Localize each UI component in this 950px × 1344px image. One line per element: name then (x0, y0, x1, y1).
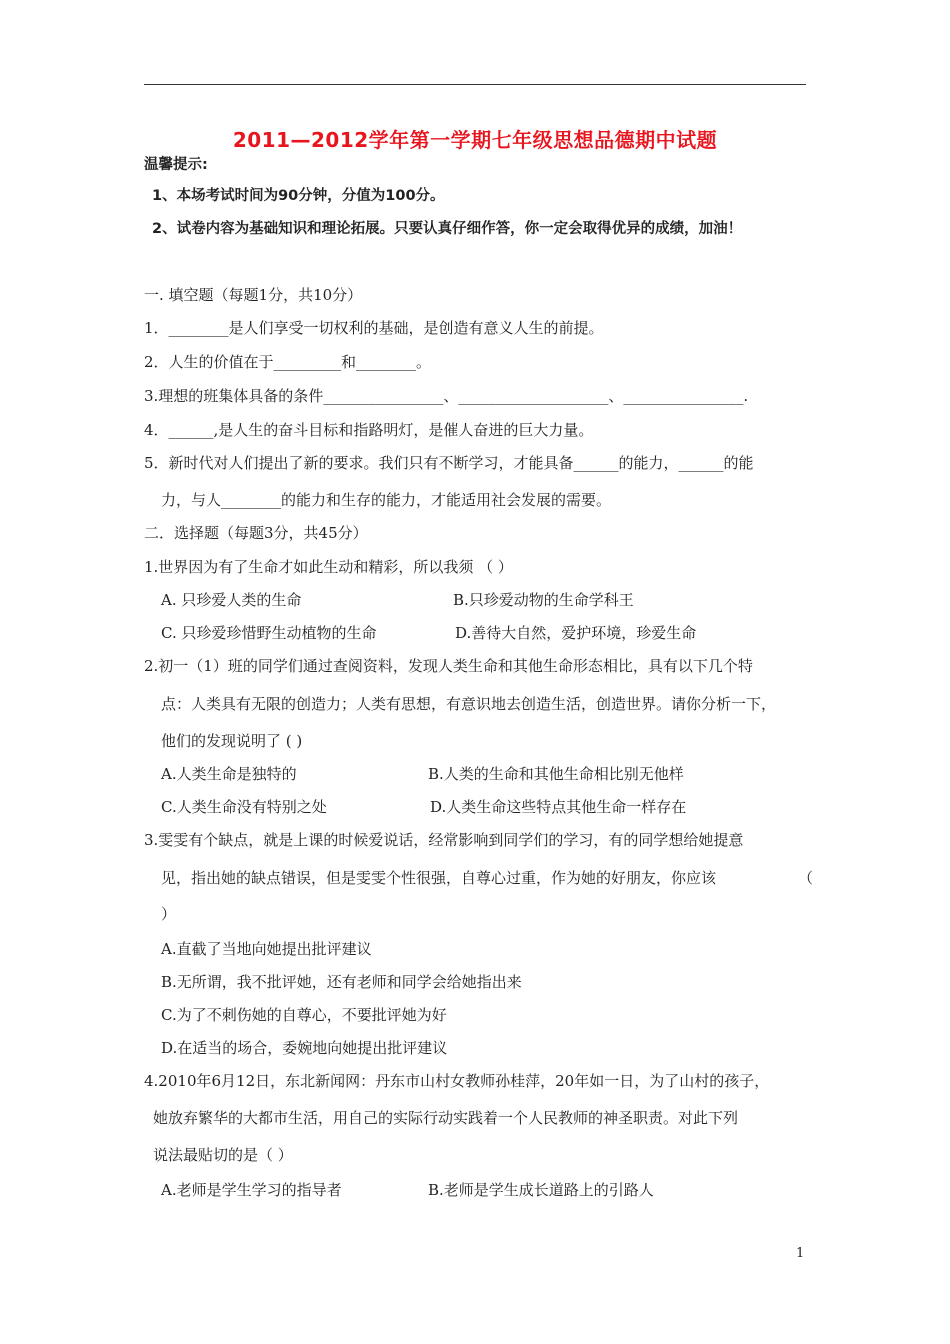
choice-question-1-option-a: A. 只珍爱人类的生命 (161, 591, 302, 609)
choice-question-2-option-a: A.人类生命是独特的 (161, 765, 297, 783)
choice-question-2-stem-line-1: 2.初一（1）班的同学们通过查阅资料，发现人类生命和其他生命形态相比，具有以下几个特 (144, 657, 753, 675)
fill-question-1: 1．________是人们享受一切权利的基础，是创造有意义人生的前提。 (144, 319, 604, 337)
choice-question-4-stem-line-1: 4.2010年6月12日，东北新闻网：丹东市山村女教师孙桂萍，20年如一日，为了山村的孩子， (144, 1072, 770, 1090)
choice-question-2-option-b: B.人类的生命和其他生命相比别无他样 (428, 765, 684, 783)
choice-question-3-option-b: B.无所谓，我不批评她，还有老师和同学会给她指出来 (161, 973, 522, 991)
choice-question-4-stem-line-3: 说法最贴切的是（ ） (153, 1146, 293, 1164)
choice-question-1-option-b: B.只珍爱动物的生命学科王 (453, 591, 634, 609)
choice-question-3-stem-line-3: ） (161, 905, 177, 923)
page-number: 1 (796, 1246, 805, 1261)
fill-question-3: 3.理想的班集体具备的条件________________、____________________、________________. (144, 387, 749, 405)
choice-question-3-option-a: A.直截了当地向她提出批评建议 (161, 940, 372, 958)
choice-question-2-stem-line-2: 点：人类具有无限的创造力；人类有思想，有意识地去创造生活，创造世界。请你分析一下， (161, 695, 777, 713)
tip-item-1: 1、本场考试时间为90分钟，分值为100分。 (152, 188, 445, 204)
choice-question-3-option-c: C.为了不刺伤她的自尊心，不要批评她为好 (161, 1006, 447, 1024)
section-fill-blank-heading: 一. 填空题（每题1分，共10分） (144, 286, 363, 304)
choice-question-1-stem: 1.世界因为有了生命才如此生动和精彩，所以我须 （ ） (144, 558, 513, 576)
header-rule (144, 84, 806, 85)
fill-question-2: 2．人生的价值在于_________和________。 (144, 353, 432, 371)
tip-item-2: 2、试卷内容为基础知识和理论拓展。只要认真仔细作答，你一定会取得优异的成绩，加油！ (152, 221, 743, 237)
choice-question-3-answer-paren-open: （ (798, 869, 814, 887)
fill-question-5-line-2: 力，与人________的能力和生存的能力，才能适用社会发展的需要。 (161, 491, 612, 509)
choice-question-3-option-d: D.在适当的场合，委婉地向她提出批评建议 (161, 1039, 448, 1057)
choice-question-4-stem-line-2: 她放弃繁华的大都市生活，用自己的实际行动实践着一个人民教师的神圣职责。对此下列 (153, 1109, 739, 1127)
tips-heading: 温馨提示: (144, 157, 208, 173)
choice-question-1-option-d: D.善待大自然，爱护环境，珍爱生命 (455, 624, 697, 642)
section-choice-heading: 二．选择题（每题3分，共45分） (144, 524, 368, 542)
choice-question-2-stem-line-3: 他们的发现说明了 ( ) (161, 732, 303, 750)
choice-question-3-stem-line-1: 3.雯雯有个缺点，就是上课的时候爱说话，经常影响到同学们的学习，有的同学想给她提意 (144, 831, 744, 849)
choice-question-2-option-d: D.人类生命这些特点其他生命一样存在 (430, 798, 687, 816)
choice-question-4-option-b: B.老师是学生成长道路上的引路人 (428, 1181, 654, 1199)
choice-question-3-stem-line-2: 见，指出她的缺点错误，但是雯雯个性很强，自尊心过重，作为她的好朋友，你应该 (161, 869, 717, 887)
fill-question-4: 4．______,是人生的奋斗目标和指路明灯，是催人奋进的巨大力量。 (144, 421, 594, 439)
choice-question-2-option-c: C.人类生命没有特别之处 (161, 798, 327, 816)
fill-question-5-line-1: 5．新时代对人们提出了新的要求。我们只有不断学习，才能具备______的能力，______的能 (144, 454, 754, 472)
choice-question-1-option-c: C. 只珍爱珍惜野生动植物的生命 (161, 624, 377, 642)
choice-question-4-option-a: A.老师是学生学习的指导者 (161, 1181, 342, 1199)
exam-title: 2011—2012学年第一学期七年级思想品德期中试题 (232, 128, 718, 152)
